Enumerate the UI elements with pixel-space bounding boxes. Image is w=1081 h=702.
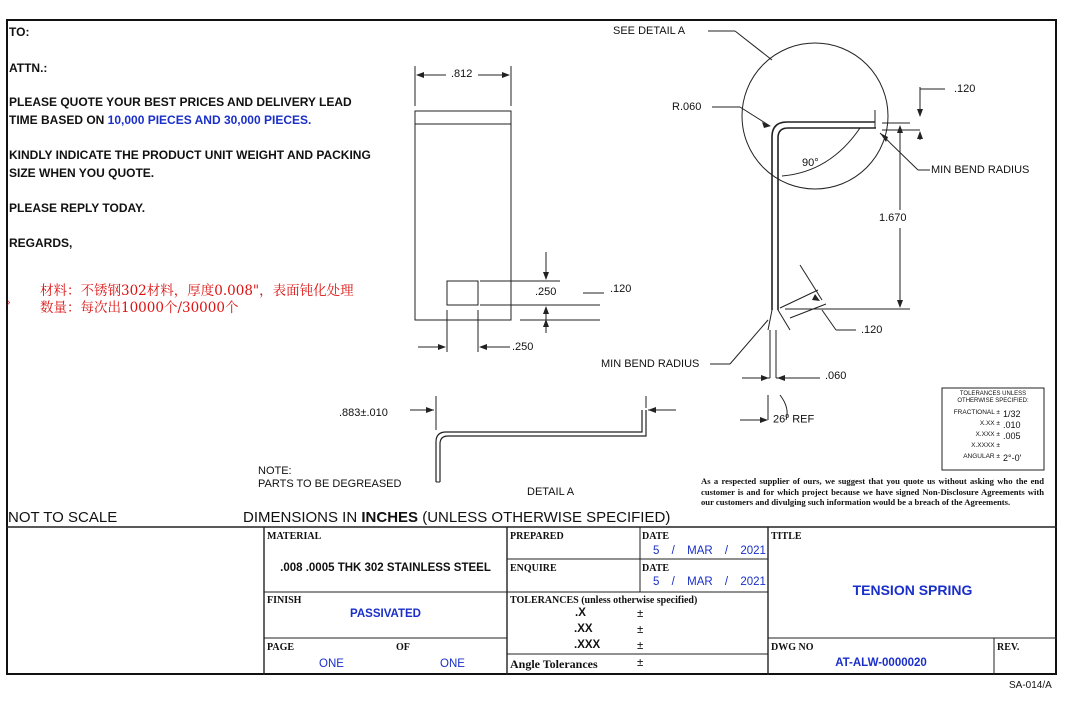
dwg-no-label: DWG NO [771,642,814,653]
top-offset-dimension: .120 [954,83,976,95]
tolerance-row: X.XX ± .010 [979,420,1021,430]
title-label: TITLE [771,531,802,542]
tol-x-sign: ± [637,608,644,620]
slot-outline [447,281,478,305]
page-label: PAGE [267,642,295,653]
tol-x-label: .X [575,607,586,619]
prepared-date-label: DATE [642,531,670,542]
ref-angle-label: 26$^o$ REF [773,413,815,426]
tolerance-row: ANGULAR ± 2°-0' [963,453,1022,463]
material-annotation-cn: 材料：不锈钢302材料，厚度0.008"，表面钝化处理 [40,283,354,299]
dimensions-prefix: DIMENSIONS IN [243,509,362,526]
see-detail-label: SEE DETAIL A [613,25,686,37]
tip-dimension: .060 [825,370,847,382]
dimensions-suffix: (UNLESS OTHERWISE SPECIFIED) [418,509,671,526]
finish-value: PASSIVATED [350,608,421,620]
ref-angle-suffix: REF [792,413,815,426]
enquire-date-label: DATE [642,563,670,574]
dwg-no-value: AT-ALW-0000020 [835,657,927,669]
dimensions-note [243,509,670,526]
dimension-arrowheads [416,72,923,423]
indicate-line-1: KINDLY INDICATE THE PRODUCT UNIT WEIGHT AND PACKING [9,148,371,162]
dimensions-unit: INCHES [361,509,419,526]
quantity-annotation-cn: 数量：每次出10000个/30000个 [40,300,239,316]
tol-xx-label: .XX [574,623,593,635]
nda-disclaimer: As a respected supplier of ours, we suggest that you quote us without asking who the end customer is and for which project because we have signed Non-Disclosure Agreements with our customers and divulging such information would be a breach of the Agreements. [701,476,1044,508]
min-bend-radius-bottom: MIN BEND RADIUS [601,358,700,370]
tolerance-box-rows [946,409,1042,464]
angle-label: 90° [802,157,819,169]
quote-quantities: 10,000 PIECES AND 30,000 PIECES. [107,113,312,127]
of-value: ONE [440,658,465,670]
to-label: TO: [9,25,30,39]
prepared-label: PREPARED [510,531,564,542]
prepared-date: 5 / MAR / 2021 [653,545,766,557]
ref-angle-value: 26 [773,413,786,426]
width-dimension: .812 [451,68,473,80]
indicate-line-2: SIZE WHEN YOU QUOTE. [9,166,155,180]
radius-label: R.060 [672,101,702,113]
page-value: ONE [319,658,344,670]
attn-label: ATTN.: [9,61,48,75]
rev-label: REV. [997,642,1020,653]
drawing-title: TENSION SPRING [852,582,973,598]
tolerance-row: FRACTIONAL ± 1/32 [953,409,1021,419]
regards-line: REGARDS, [9,236,73,250]
finish-label: FINISH [267,595,302,606]
side-offset-dimension: .120 [861,324,883,336]
tolerance-title-2: OTHERWISE SPECIFIED: [957,398,1029,404]
tolerance-row: X.XXXX ± [971,442,1000,449]
note-label: NOTE: [258,465,292,477]
slot-height-dimension: .250 [535,286,557,298]
material-label: MATERIAL [267,531,322,542]
tol-xxx-sign: ± [637,640,644,652]
form-code: SA-014/A [1009,680,1052,691]
tol-xx-sign: ± [637,624,644,636]
quote-line-1: PLEASE QUOTE YOUR BEST PRICES AND DELIVERY LEAD [9,95,352,109]
marker-icon: › [7,297,11,308]
slot-offset-dimension: .120 [610,283,632,295]
reply-line: PLEASE REPLY TODAY. [9,201,146,215]
slot-width-dimension: .250 [512,341,534,353]
tol-xxx-label: .XXX [574,639,601,651]
detail-a-label: DETAIL A [527,486,575,498]
of-label: OF [396,642,410,653]
enquire-date: 5 / MAR / 2021 [653,576,766,588]
not-to-scale-note: NOT TO SCALE [8,509,118,526]
quote-line-2-prefix: TIME BASED ON [9,113,108,127]
min-bend-radius-top: MIN BEND RADIUS [931,164,1030,176]
height-dimension: 1.670 [879,212,907,224]
note-text: PARTS TO BE DEGREASED [258,478,402,490]
tolerance-title-1: TOLERANCES UNLESS [959,391,1027,397]
tolerances-label: TOLERANCES (unless otherwise specified) [510,595,698,606]
angle-tolerances-label: Angle Tolerances [510,657,598,671]
tolerance-box-title [945,391,1041,405]
flat-part-outline [415,111,511,320]
enquire-label: ENQUIRE [510,563,557,574]
tolerance-row: X.XXX ± .005 [975,431,1021,441]
angle-tolerances-sign: ± [637,657,644,669]
overall-dimension: .883±.010 [339,407,388,419]
material-value: .008 .0005 THK 302 STAINLESS STEEL [280,562,491,574]
